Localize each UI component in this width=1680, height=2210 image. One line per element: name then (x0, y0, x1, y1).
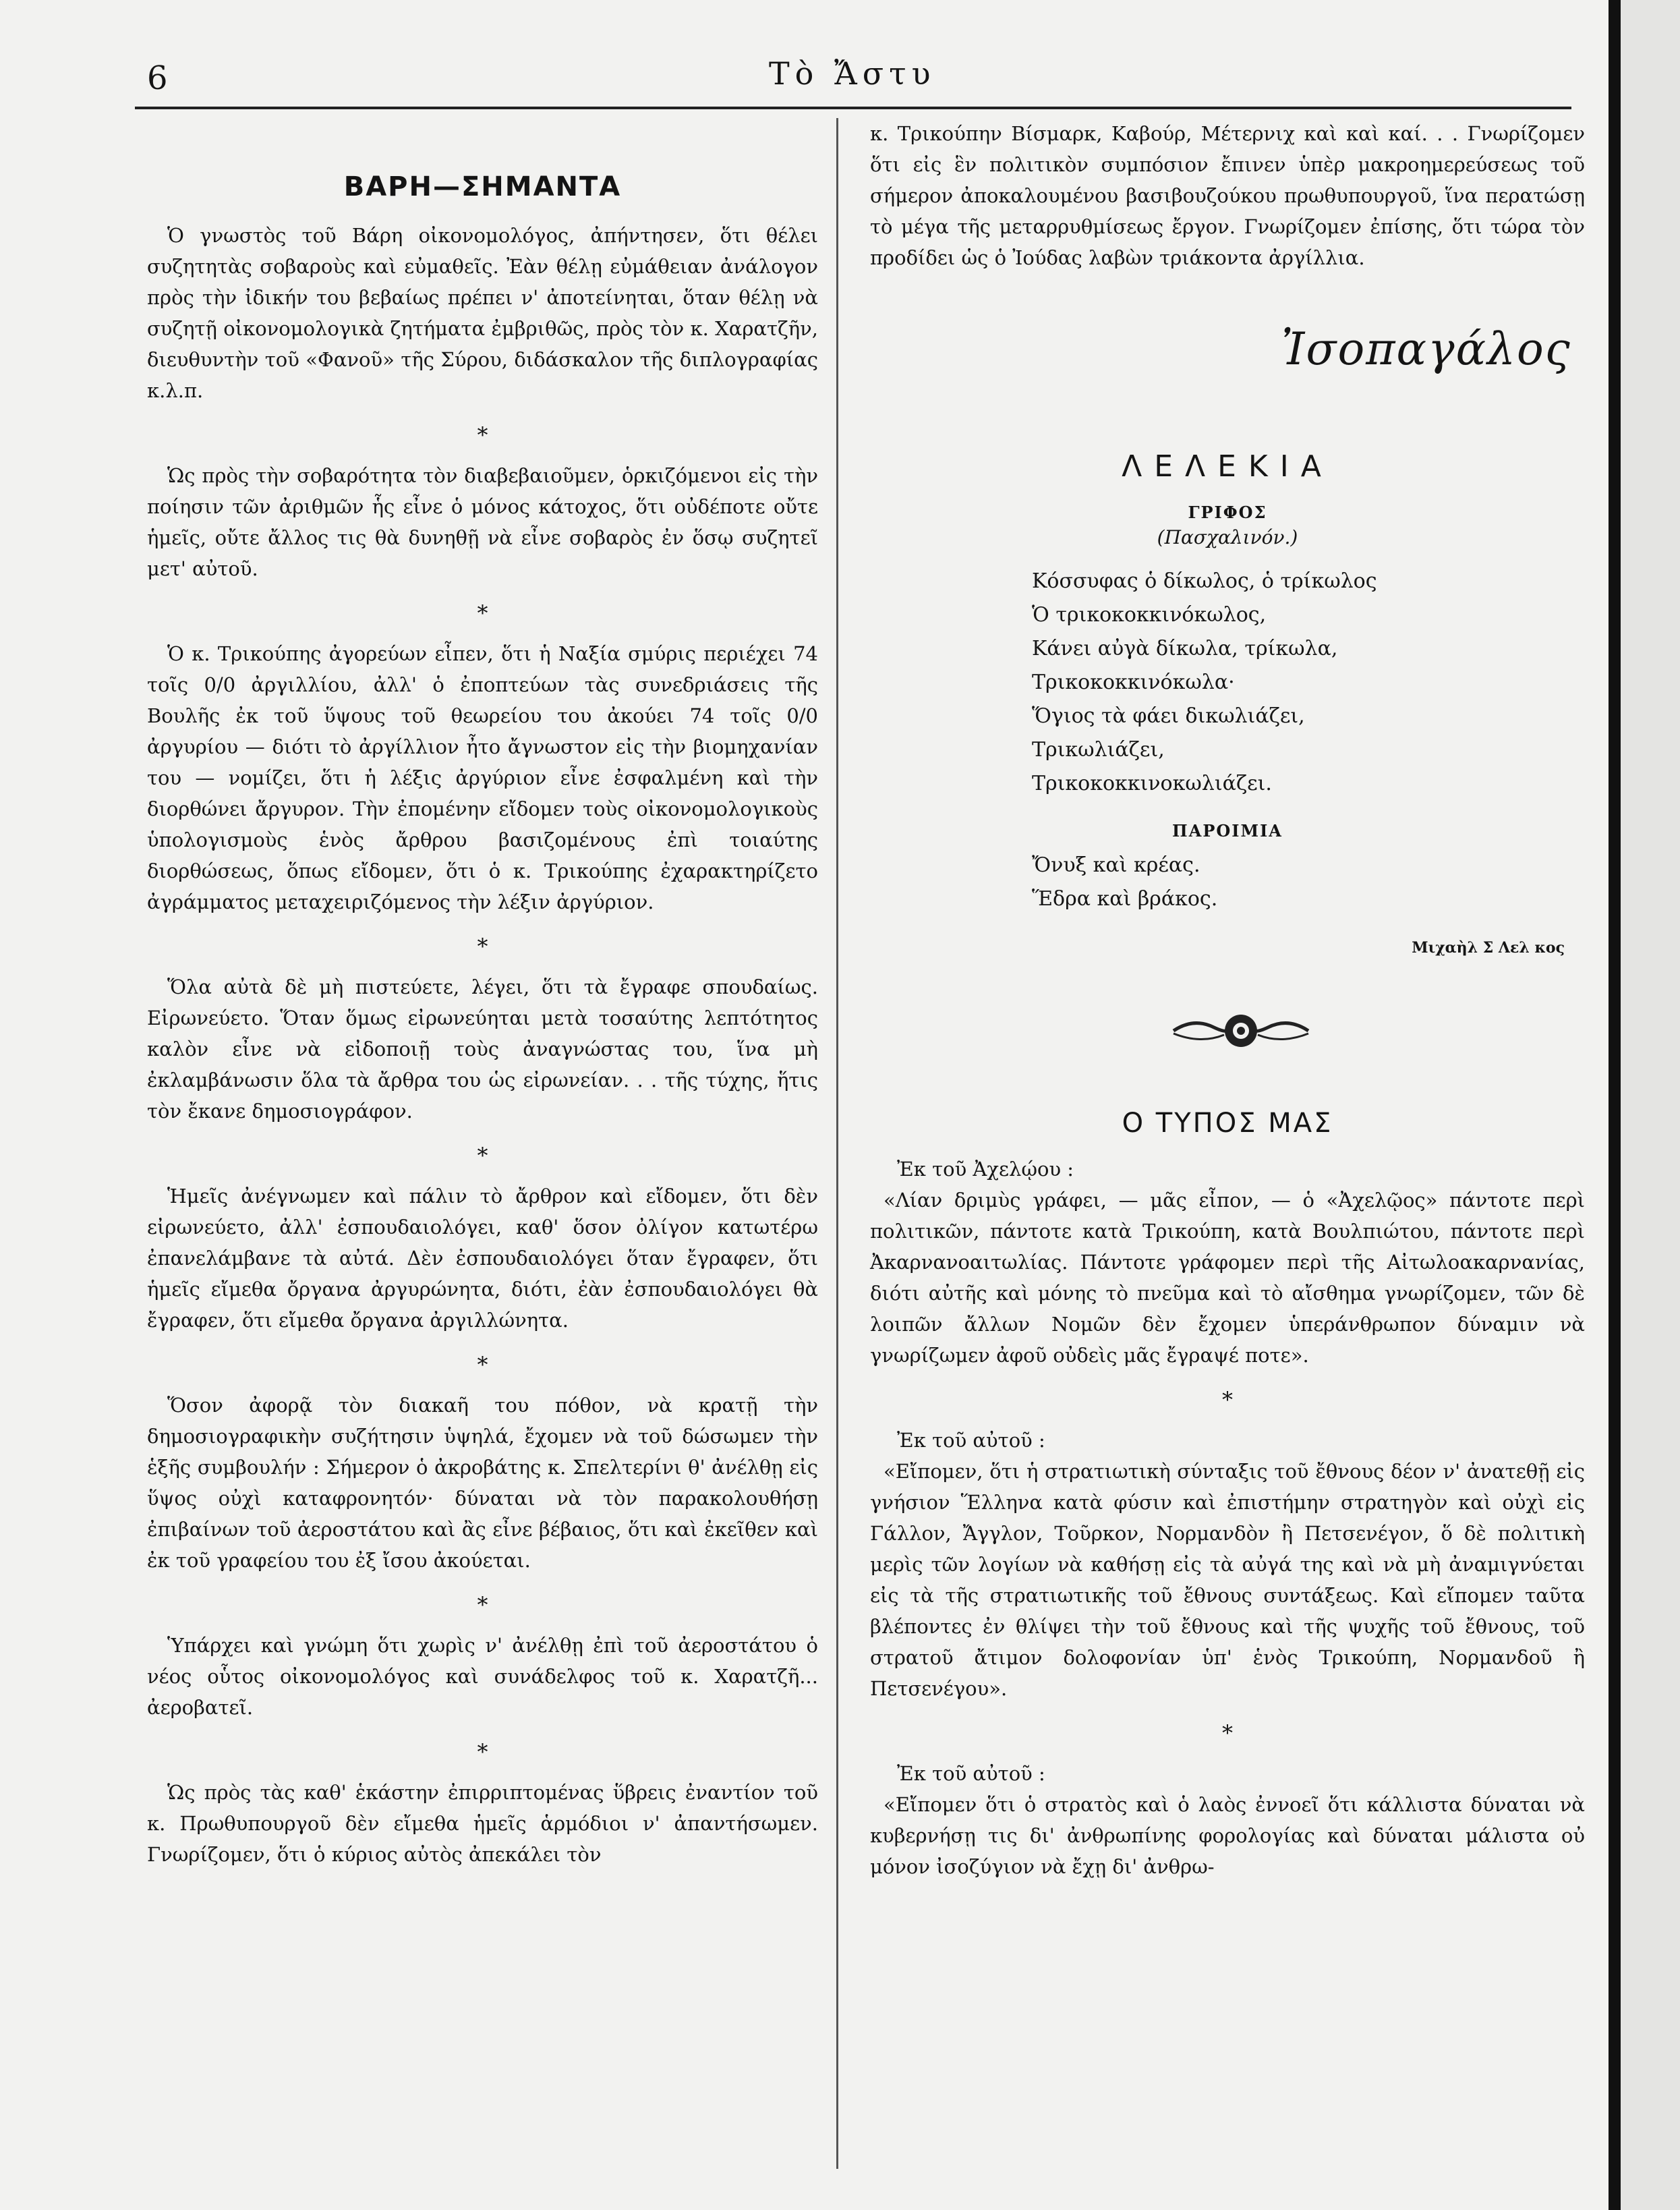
riddle-note: (Πασχαλινόν.) (1157, 526, 1298, 548)
typos-title: Ο ΤΥΠΟΣ ΜΑΣ (1122, 1108, 1333, 1139)
article-paragraph: Ὁ γνωστὸς τοῦ Βάρη οἰκονομολόγος, ἀπήντησεν, ὅτι θέλει συζητητὰς σοβαροὺς καὶ εὐμαθεῖς. Ἐὰν θέλῃ εὐμάθειαν ἀνάλογον πρὸς τὴν ἰδικήν του βεβαίως πρέπει ν' ἀποτείνηται, ὅταν θέλῃ νὰ συζητῇ οἰκονομολογικὰ ζητήματα ἐμβριθῶς, πρὸς τὸν κ. Χαρατζῆν, διευθυντὴν τοῦ «Φανοῦ» τῆς Σύρου, διδάσκαλον τῆς διπλογραφίας κ.λ.π. (147, 224, 818, 402)
quote-paragraph: «Λίαν δριμὺς γράφει, — μᾶς εἶπον, — ὁ «Ἀχελῷος» πάντοτε περὶ πολιτικῶν, πάντοτε κατὰ Τρικούπη, κατὰ Βουλπιώτου, πάντοτε περὶ Ἀκαρνανοαιτωλίας. Πάντοτε γράφομεν περὶ τῆς Αἰτωλοακαρνανίας, διότι αὐτῆς καὶ μόνης τὸ πνεῦμα καὶ τὸ αἴσθημα γνωρίζομεν, τῶν δὲ λοιπῶν ἄλλων Νομῶν δὲν ἔχομεν ὑπεράνθρωπον δύναμιν νὰ γνωρίζωμεν ἀφοῦ οὐδεὶς μᾶς ἔγραψέ ποτε». (870, 1189, 1585, 1367)
article-paragraph: Ὡς πρὸς τὴν σοβαρότητα τὸν διαβεβαιοῦμεν, ὁρκιζόμενοι εἰς τὴν ποίησιν τῶν ἀριθμῶν ἧς εἶνε ὁ μόνος κάτοχος, ὅτι οὐδέποτε οὔτε ἡμεῖς, οὔτε ἄλλος τις θὰ δυνηθῇ νὰ εἶνε σοβαρὸς ἐν ὅσῳ συζητεῖ μετ' αὐτοῦ. (147, 464, 818, 580)
article-paragraph: Ἡμεῖς ἀνέγνωμεν καὶ πάλιν τὸ ἄρθρον καὶ εἴδομεν, ὅτι δὲν εἰρωνεύετο, ἀλλ' ἐσπουδαιολόγει, καθ' ὅσον ὀλίγον κατωτέρω ἐπανελάμβανε τὰ αὐτά. Δὲν ἐσπουδαιολόγει ὅταν ἔγραφεν, ὅτι ἡμεῖς εἴμεθα ὄργανα ἀργυρώνητα, διότι, ἐὰν ἐσπουδαιολόγει θὰ ἔγραφεν, ὅτι εἴμεθα ὄργανα ἀργιλλώνητα. (147, 1185, 818, 1332)
verse-line: Τρικοκοκκινοκωλιάζει. (1032, 772, 1272, 795)
section-star: * (1222, 1720, 1233, 1746)
section-star: * (477, 1352, 488, 1378)
page-gutter (1609, 0, 1621, 2210)
article-paragraph: Ὁ κ. Τρικούπης ἀγορεύων εἶπεν, ὅτι ἡ Ναξία σμύρις περιέχει 74 τοῖς 0/0 ἀργιλλίου, ἀλλ' ὁ ἐποπτεύων τὰς συνεδριάσεις τῆς Βουλῆς ἐκ τοῦ ὕψους τοῦ θεωρείου του ἀκούει 74 τοῖς 0/0 ἀργυρίου — διότι τὸ ἀργίλλιον ἦτο ἄγνωστον εἰς τὴν βιομηχανίαν του — νομίζει, ὅτι ἡ λέξις ἀργύριον εἶνε ἐσφαλμένη καὶ τὴν διορθώνει ἄργυρον. Τὴν ἐπομένην εἴδομεν τοὺς οἰκονομολογικοὺς ὑπολογισμοὺς ἑνὸς ἄρθρου βασιζομένους ἐπὶ τοιαύτης διορθώσεως, ὅπως εἴδομεν, ὅτι ὁ κ. Τρικούπης ἐχαρακτηρίζετο ἀγράμματος μεταχειριζόμενος τὴν λέξιν ἀργύριον. (147, 642, 818, 913)
proverb-line: Ἕδρα καὶ βράκος. (1032, 887, 1218, 911)
riddle-verse (1032, 565, 1585, 801)
verse-line: Τρικοκοκκινόκωλα· (1032, 671, 1235, 694)
section-star: * (1222, 1387, 1233, 1413)
page-header (0, 0, 1578, 111)
author-signature: Ἰσοπαγάλος (1281, 323, 1571, 375)
proverb-line: Ὄνυξ καὶ κρέας. (1032, 853, 1200, 877)
proverb (1032, 849, 1585, 916)
quote-paragraph: «Εἴπομεν, ὅτι ἡ στρατιωτικὴ σύνταξις τοῦ ἔθνους δέον ν' ἀνατεθῇ εἰς γνήσιον Ἕλληνα κατὰ φύσιν καὶ ἐπιστήμην στρατηγὸν καὶ οὐχὶ εἰς Γάλλον, Ἄγγλον, Τοῦρκον, Νορμανδὸν ἢ Πετσενέγον, ὅ δὲ πολιτικὴ μερὶς τῶν λογίων νὰ καθήσῃ εἰς τὰ αὐγά της καὶ νὰ μὴ ἀναμιγνύεται εἰς τὰ τῆς στρατιωτικῆς τοῦ ἔθνους συντάξεως. Καὶ εἴπομεν ταῦτα βλέποντες ἐν θλίψει τὴν τοῦ ἔθνους καὶ τῆς ψυχῆς τοῦ ἔθνους, τοῦ στρατοῦ ἄτιμον δολοφονίαν ὑπ' ἑνὸς Τρικούπη, Νορμανδοῦ ἢ Πετσενέγου». (870, 1460, 1585, 1700)
column-divider (836, 118, 838, 2169)
quote-paragraph: «Εἴπομεν ὅτι ὁ στρατὸς καὶ ὁ λαὸς ἐννοεῖ ὅτι κάλλιστα δύναται νὰ κυβερνήσῃ τις δι' ἀνθρωπίνης φορολογίας καὶ δύναται μάλιστα οὐ μόνον ἰσοζύγιον νὰ ἔχῃ δι' ἀνθρω- (870, 1793, 1585, 1878)
header-rule (135, 107, 1571, 109)
article-paragraph: Ὡς πρὸς τὰς καθ' ἑκάστην ἐπιρριπτομένας ὕβρεις ἐναντίον τοῦ κ. Πρωθυπουργοῦ δὲν εἴμεθα ἡμεῖς ἁρμόδιοι ν' ἀπαντήσωμεν. Γνωρίζομεν, ὅτι ὁ κύριος αὐτὸς ἀπεκάλει τὸν (147, 1781, 818, 1866)
right-column (870, 118, 1585, 1882)
section-star: * (477, 600, 488, 626)
article-paragraph: Ὅσον ἀφορᾷ τὸν διακαῆ του πόθον, νὰ κρατῇ τὴν δημοσιογραφικὴν συζήτησιν ὑψηλά, ἔχομεν νὰ τοῦ δώσωμεν τὴν ἑξῆς συμβουλήν : Σήμερον ὁ ἀκροβάτης κ. Σπελτερίνι θ' ἀνέλθῃ εἰς ὕψος οὐχὶ καταφρονητόν· δύναται νὰ τὸν παρακολουθήσῃ ἐπιβαίνων τοῦ ἀεροστάτου καὶ ἂς εἶνε βέβαιος, ὅτι καὶ ἐκεῖθεν καὶ ἐκ τοῦ γραφείου του ἐξ ἴσου ἀκούεται. (147, 1394, 818, 1572)
source-line: Ἐκ τοῦ Ἀχελῴου : (897, 1158, 1074, 1181)
riddle-heading: ΓΡΙΦΟΣ (1188, 503, 1267, 522)
lelekia-title: ΛΕΛΕΚΙΑ (1122, 449, 1333, 484)
continued-paragraph: κ. Τρικούπην Βίσμαρκ, Καβούρ, Μέτερνιχ καὶ καὶ καί. . . Γνωρίζομεν ὅτι εἰς ἓν πολιτικὸν συμπόσιον ἔπινεν ὑπὲρ μακροημερεύσεως τοῦ σήμερον ἀποκαλουμένου βασιβουζούκου πρωθυπουργοῦ, ἵνα περατώσῃ τὸ μέγα τῆς μεταρρυθμίσεως ἔργον. Γνωρίζομεν ἐπίσης, ὅτι τώρα τὸν προδίδει ὡς ὁ Ἰούδας λαβὼν τριάκοντα ἀργίλλια. (870, 122, 1585, 269)
source-line: Ἐκ τοῦ αὐτοῦ : (897, 1762, 1045, 1785)
verse-line: Τρικωλιάζει, (1032, 738, 1165, 762)
section-star: * (477, 422, 488, 448)
proverb-heading: ΠΑΡΟΙΜΙΑ (1172, 821, 1283, 841)
section-star: * (477, 1592, 488, 1618)
verse-line: Ὅγιος τὰ φάει δικωλιάζει, (1032, 704, 1305, 728)
verse-line: Ὁ τρικοκοκκινόκωλος, (1032, 603, 1267, 627)
verse-line: Κόσσυφας ὁ δίκωλος, ὁ τρίκωλος (1032, 569, 1377, 593)
newspaper-title: Τὸ Ἄστυ (769, 55, 936, 92)
page-number: 6 (147, 59, 168, 97)
lelekia-author: Μιχαὴλ Σ Λελ κος (1412, 939, 1565, 957)
article-paragraph: Ὑπάρχει καὶ γνώμη ὅτι χωρὶς ν' ἀνέλθῃ ἐπὶ τοῦ ἀεροστάτου ὁ νέος οὗτος οἰκονομολόγος καὶ συνάδελφος τοῦ κ. Χαρατζῆ... ἀεροβατεῖ. (147, 1634, 818, 1719)
source-line: Ἐκ τοῦ αὐτοῦ : (897, 1429, 1045, 1452)
ornament-icon (1167, 1004, 1315, 1058)
adjacent-page-edge (1621, 0, 1680, 2210)
left-column (147, 162, 818, 1870)
section-star: * (477, 1143, 488, 1168)
section-star: * (477, 934, 488, 959)
article-paragraph: Ὅλα αὐτὰ δὲ μὴ πιστεύετε, λέγει, ὅτι τὰ ἔγραφε σπουδαίως. Εἰρωνεύετο. Ὅταν ὅμως εἰρωνεύηται μετὰ τοσαύτης λεπτότητος καλὸν εἶνε νὰ εἰδοποιῇ τοὺς ἀναγνώστας του, ἵνα μὴ ἐκλαμβάνωσιν ὅλα τὰ ἄρθρα του ὡς εἰρωνείαν. . . τῆς τύχης, ἥτις τὸν ἔκανε δημοσιογράφον. (147, 975, 818, 1123)
article-title: ΒΑΡΗ—ΣΗΜΑΝΤΑ (343, 171, 622, 202)
verse-line: Κάνει αὐγὰ δίκωλα, τρίκωλα, (1032, 637, 1338, 660)
section-star: * (477, 1739, 488, 1765)
